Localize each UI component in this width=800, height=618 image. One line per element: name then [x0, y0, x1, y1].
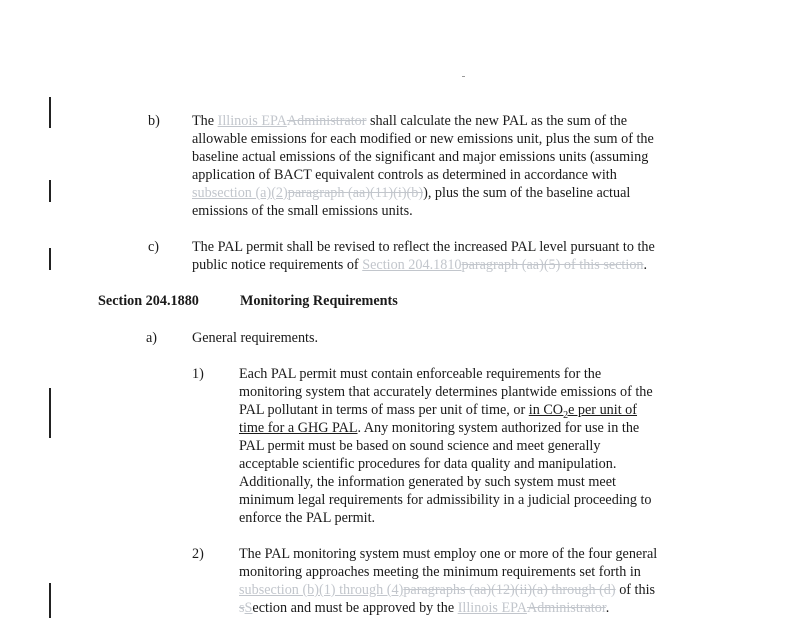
inserted-text: subsection (b)(1) through (4) — [239, 582, 404, 598]
item-c-line-1: The PAL permit shall be revised to reflect the increased PAL level pursuant to the — [192, 239, 655, 255]
inserted-text: time for a GHG PAL — [239, 420, 358, 436]
item-b-line-4: application of BACT equivalent controls as determined in accordance with — [192, 167, 617, 183]
deleted-text: paragraph (aa)(5) of this section — [461, 257, 644, 273]
item-2-line-4: sSection and must be approved by the Illinois EPAAdministrator. — [239, 600, 610, 616]
item-c-line-2: public notice requirements of Section 204.1810paragraph (aa)(5) of this section. — [192, 257, 648, 273]
item-b-line-2: allowable emissions for each modified or new emissions unit, plus the sum of the — [192, 131, 654, 147]
deleted-text: Administrator — [286, 113, 367, 129]
item-1-line-7: Additionally, the information generated by such system must meet — [239, 474, 616, 490]
item-b-line-1: The Illinois EPAAdministrator shall calculate the new PAL as the sum of the — [192, 113, 628, 129]
item-1-line-1: Each PAL permit must contain enforceable requirements for the — [239, 366, 602, 382]
item-a-text: General requirements. — [192, 330, 319, 346]
inserted-text: Illinois EPA — [217, 113, 287, 129]
deleted-text: s — [239, 600, 245, 616]
inserted-text: in $CO_2e$ per unit of — [528, 402, 638, 421]
change-bar — [49, 97, 51, 128]
item-1-line-2: monitoring system that accurately determines plantwide emissions of the — [239, 384, 653, 400]
inserted-text: subsection (a)(2) — [192, 185, 288, 201]
item-1-line-5: PAL permit must be based on sound science and meet generally — [239, 438, 601, 454]
change-bar — [49, 180, 51, 202]
item-2-label: 2) — [192, 546, 204, 562]
inserted-text: Section 204.1810 — [362, 257, 462, 273]
section-title: Monitoring Requirements — [240, 293, 398, 309]
item-b-line-3: baseline actual emissions of the significant and major emissions units (assuming — [192, 149, 649, 165]
item-1-line-8: minimum legal requirements for admissibility in a judicial proceeding to — [239, 492, 652, 508]
item-2-line-2: monitoring approaches meeting the minimum requirements set forth in — [239, 564, 641, 580]
item-2-line-3: subsection (b)(1) through (4)paragraphs (aa)(12)(ii)(a) through (d) of this — [239, 582, 656, 598]
item-2-line-1: The PAL monitoring system must employ one or more of the four general — [239, 546, 658, 562]
item-1-label: 1) — [192, 366, 204, 382]
section-number: Section 204.1880 — [98, 293, 199, 309]
item-a-label: a) — [146, 330, 158, 346]
item-1-line-3: PAL pollutant in terms of mass per unit of time, or in $CO_2e$ per unit of — [239, 402, 638, 421]
deleted-text: Administrator — [526, 600, 606, 616]
change-bar — [49, 388, 51, 438]
item-b-line-6: emissions of the small emissions units. — [192, 203, 413, 219]
item-b-label: b) — [148, 113, 160, 129]
deleted-text: paragraph (aa)(11)(i)(b) — [287, 185, 424, 201]
item-1-line-6: acceptable scientific procedures for data quality and manipulation. — [239, 456, 617, 472]
change-bar — [49, 248, 51, 270]
change-bar — [49, 583, 51, 618]
item-b-line-5: subsection (a)(2)paragraph (aa)(11)(i)(b)), plus the sum of the baseline actual — [192, 185, 631, 201]
inserted-text: S — [244, 600, 253, 616]
deleted-text: paragraphs (aa)(12)(ii)(a) through (d) — [403, 582, 616, 598]
inserted-text: Illinois EPA — [457, 600, 527, 616]
item-c-label: c) — [148, 239, 160, 255]
item-1-line-9: enforce the PAL permit. — [239, 510, 376, 526]
item-1-line-4: time for a GHG PAL. Any monitoring system authorized for use in the — [239, 420, 640, 436]
scan-mark — [462, 76, 465, 77]
